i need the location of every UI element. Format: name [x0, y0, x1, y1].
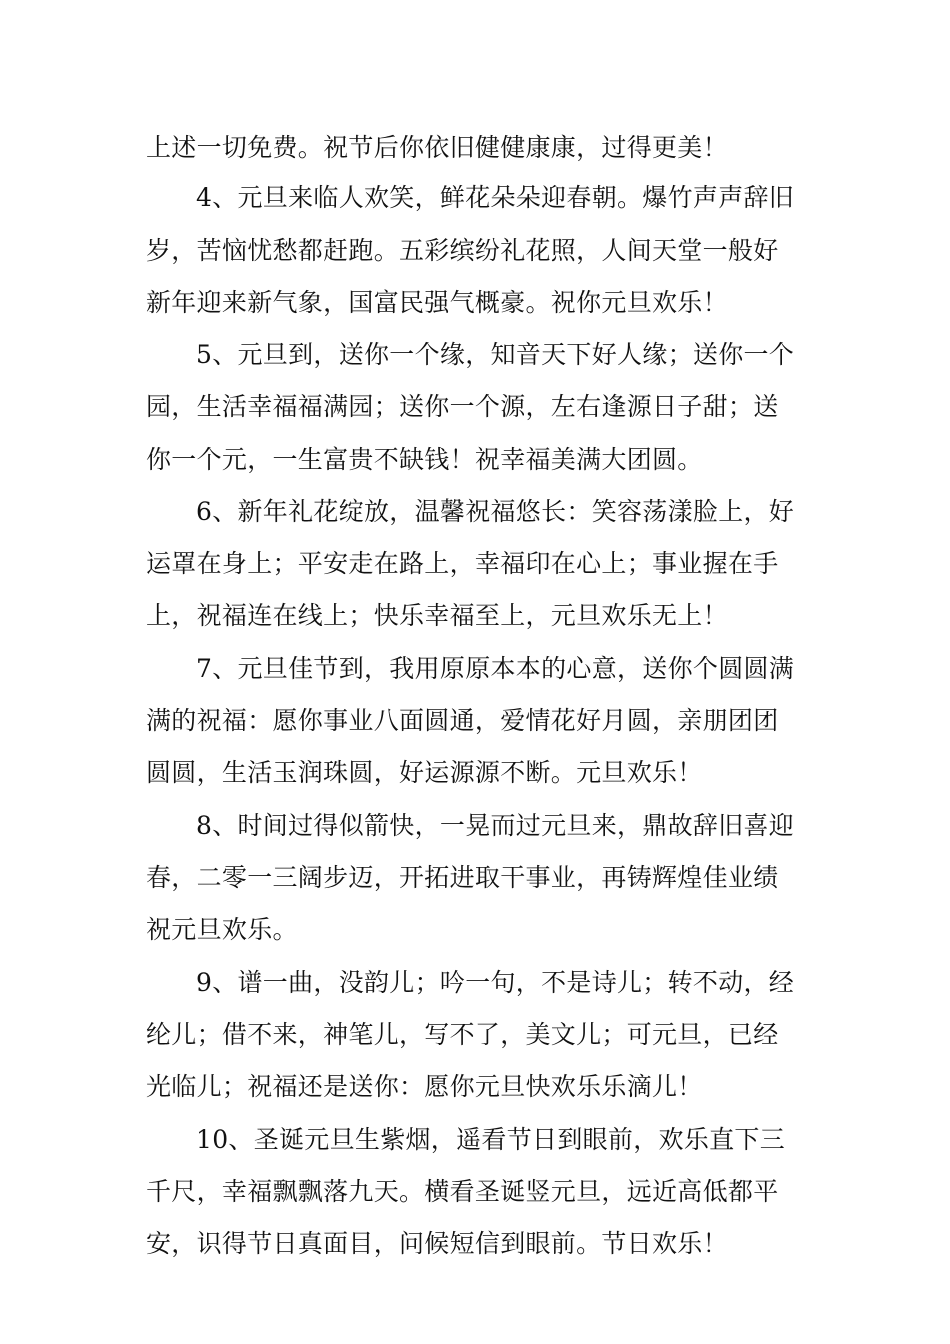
text-line: 光临儿；祝福还是送你：愿你元旦快欢乐乐滴儿！ [146, 1072, 703, 1101]
text-line: 7、元旦佳节到，我用原原本本的心意，送你个圆圆满 [196, 654, 795, 683]
text-line: 8、时间过得似箭快，一晃而过元旦来，鼎故辞旧喜迎 [196, 811, 795, 840]
text-line: 你一个元，一生富贵不缺钱！祝幸福美满大团圆。 [146, 445, 703, 474]
text-line: 5、元旦到，送你一个缘，知音天下好人缘；送你一个 [196, 340, 795, 369]
text-line: 上，祝福连在线上；快乐幸福至上，元旦欢乐无上！ [146, 601, 728, 630]
text-line: 新年迎来新气象，国富民强气概豪。祝你元旦欢乐！ [146, 288, 728, 317]
text-line: 安，识得节日真面目，问候短信到眼前。节日欢乐！ [146, 1229, 728, 1258]
text-line: 祝元旦欢乐。 [146, 915, 298, 944]
text-line: 圆圆，生活玉润珠圆，好运源源不断。元旦欢乐！ [146, 758, 703, 787]
text-line: 运罩在身上；平安走在路上，幸福印在心上；事业握在手 [146, 549, 779, 578]
text-line: 4、元旦来临人欢笑，鲜花朵朵迎春朝。爆竹声声辞旧 [196, 183, 795, 212]
text-line: 纶儿；借不来，神笔儿，写不了，美文儿；可元旦，已经 [146, 1020, 779, 1049]
text-line: 9、谱一曲，没韵儿；吟一句，不是诗儿；转不动，经 [196, 968, 795, 997]
text-line: 岁，苦恼忧愁都赶跑。五彩缤纷礼花照，人间天堂一般好 [146, 236, 779, 265]
text-line: 春，二零一三阔步迈，开拓进取干事业，再铸辉煌佳业绩 [146, 863, 779, 892]
text-line: 满的祝福：愿你事业八面圆通，爱情花好月圆，亲朋团团 [146, 706, 779, 735]
text-line: 千尺，幸福飘飘落九天。横看圣诞竖元旦，远近高低都平 [146, 1177, 779, 1206]
text-line: 6、新年礼花绽放，温馨祝福悠长：笑容荡漾脸上，好 [196, 497, 795, 526]
text-line: 园，生活幸福福满园；送你一个源，左右逢源日子甜；送 [146, 392, 779, 421]
text-line: 上述一切免费。祝节后你依旧健健康康，过得更美！ [146, 133, 728, 162]
text-line: 10、圣诞元旦生紫烟，遥看节日到眼前，欢乐直下三 [196, 1125, 786, 1154]
